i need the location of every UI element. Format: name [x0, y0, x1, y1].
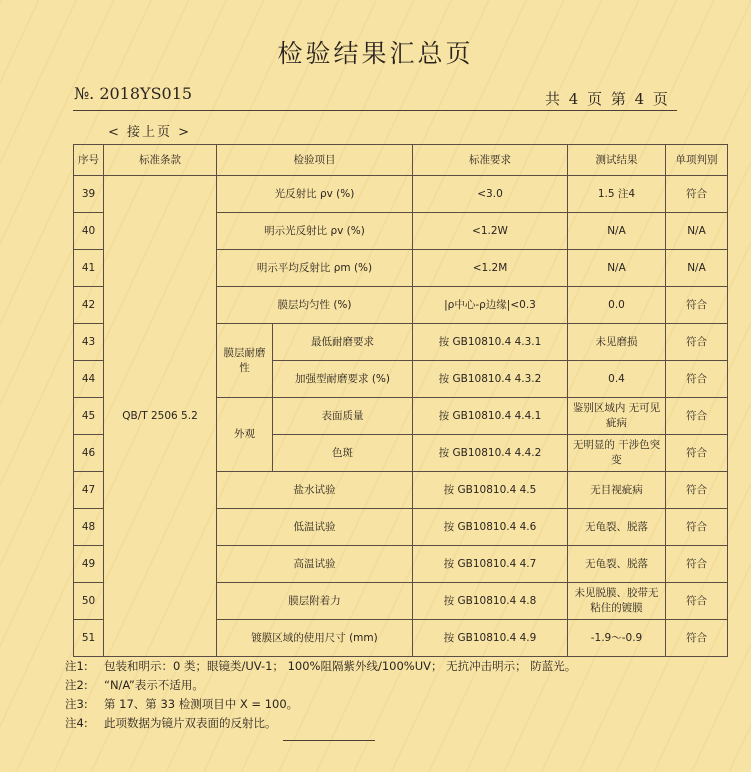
row-verdict: 符合	[666, 583, 728, 620]
group-appearance-label: 外观	[217, 398, 273, 472]
row-verdict: 符合	[666, 435, 728, 472]
row-result: 无龟裂、脱落	[568, 546, 666, 583]
header-rule	[73, 110, 677, 111]
row-result: 0.0	[568, 287, 666, 324]
row-verdict: 符合	[666, 546, 728, 583]
row-no: 41	[74, 250, 104, 287]
note-label: 注2:	[65, 678, 88, 692]
row-no: 48	[74, 509, 104, 546]
row-requirement: <1.2W	[413, 213, 568, 250]
note-4	[65, 714, 705, 733]
row-no: 39	[74, 176, 104, 213]
note-2	[65, 676, 705, 695]
row-result: 鉴别区域内 无可见疵病	[568, 398, 666, 435]
row-requirement: 按 GB10810.4 4.8	[413, 583, 568, 620]
row-requirement: 按 GB10810.4 4.4.2	[413, 435, 568, 472]
row-result: 1.5 注4	[568, 176, 666, 213]
row-item: 低温试验	[217, 509, 413, 546]
bottom-rule	[283, 740, 375, 741]
row-verdict: 符合	[666, 472, 728, 509]
row-item: 色斑	[273, 435, 413, 472]
results-table	[73, 144, 728, 657]
row-requirement: <1.2M	[413, 250, 568, 287]
row-requirement: 按 GB10810.4 4.5	[413, 472, 568, 509]
col-header-clause: 标准条款	[104, 145, 217, 176]
row-no: 44	[74, 361, 104, 398]
row-verdict: 符合	[666, 620, 728, 657]
col-header-verdict: 单项判别	[666, 145, 728, 176]
row-result: 未见磨损	[568, 324, 666, 361]
row-verdict: 符合	[666, 361, 728, 398]
row-item: 表面质量	[273, 398, 413, 435]
row-item: 高温试验	[217, 546, 413, 583]
row-no: 45	[74, 398, 104, 435]
document-number: №. 2018YS015	[74, 84, 193, 103]
note-text: 第 17、第 33 检测项目中 X = 100。	[104, 697, 299, 711]
row-item: 明示平均反射比 ρm (%)	[217, 250, 413, 287]
row-item: 明示光反射比 ρv (%)	[217, 213, 413, 250]
note-label: 注1:	[65, 659, 88, 673]
row-result: N/A	[568, 213, 666, 250]
note-label: 注4:	[65, 716, 88, 730]
row-no: 47	[74, 472, 104, 509]
row-requirement: 按 GB10810.4 4.7	[413, 546, 568, 583]
page-title: 检验结果汇总页	[277, 39, 474, 68]
standard-clause: QB/T 2506 5.2	[104, 176, 217, 657]
row-no: 46	[74, 435, 104, 472]
row-verdict: 符合	[666, 324, 728, 361]
continued-label: < 接上页 >	[108, 125, 192, 140]
row-verdict: 符合	[666, 176, 728, 213]
row-result: 0.4	[568, 361, 666, 398]
page-count: 共 4 页 第 4 页	[545, 90, 670, 108]
row-result: 无龟裂、脱落	[568, 509, 666, 546]
row-item: 膜层附着力	[217, 583, 413, 620]
row-item: 膜层均匀性 (%)	[217, 287, 413, 324]
row-requirement: 按 GB10810.4 4.3.1	[413, 324, 568, 361]
row-verdict: 符合	[666, 398, 728, 435]
note-3	[65, 695, 705, 714]
row-no: 50	[74, 583, 104, 620]
note-text: “N/A”表示不适用。	[104, 678, 204, 692]
row-requirement: 按 GB10810.4 4.9	[413, 620, 568, 657]
row-requirement: 按 GB10810.4 4.3.2	[413, 361, 568, 398]
row-item: 盐水试验	[217, 472, 413, 509]
row-result: 无明显的 干涉色突变	[568, 435, 666, 472]
row-no: 40	[74, 213, 104, 250]
table-row	[74, 176, 728, 213]
notes-section	[65, 657, 705, 733]
row-no: 51	[74, 620, 104, 657]
col-header-result: 测试结果	[568, 145, 666, 176]
row-item: 加强型耐磨要求 (%)	[273, 361, 413, 398]
col-header-no: 序号	[74, 145, 104, 176]
row-item: 镀膜区域的使用尺寸 (mm)	[217, 620, 413, 657]
note-1	[65, 657, 705, 676]
note-label: 注3:	[65, 697, 88, 711]
row-verdict: 符合	[666, 509, 728, 546]
row-result: -1.9～-0.9	[568, 620, 666, 657]
row-result: N/A	[568, 250, 666, 287]
row-result: 未见脱膜、胶带无粘住的镀膜	[568, 583, 666, 620]
row-verdict: 符合	[666, 287, 728, 324]
row-requirement: |ρ中心-ρ边缘|<0.3	[413, 287, 568, 324]
col-header-item: 检验项目	[217, 145, 413, 176]
row-no: 49	[74, 546, 104, 583]
row-item: 最低耐磨要求	[273, 324, 413, 361]
row-item: 光反射比 ρv (%)	[217, 176, 413, 213]
note-text: 此项数据为镜片双表面的反射比。	[104, 716, 277, 730]
row-verdict: N/A	[666, 250, 728, 287]
row-requirement: 按 GB10810.4 4.6	[413, 509, 568, 546]
group-film-label: 膜层耐磨性	[217, 324, 273, 398]
row-result: 无目视疵病	[568, 472, 666, 509]
row-no: 43	[74, 324, 104, 361]
row-requirement: <3.0	[413, 176, 568, 213]
col-header-requirement: 标准要求	[413, 145, 568, 176]
row-verdict: N/A	[666, 213, 728, 250]
note-text: 包装和明示：0 类；眼镜类/UV-1； 100%阻隔紫外线/100%UV； 无抗冲击明示； 防蓝光。	[104, 659, 577, 673]
row-no: 42	[74, 287, 104, 324]
row-requirement: 按 GB10810.4 4.4.1	[413, 398, 568, 435]
